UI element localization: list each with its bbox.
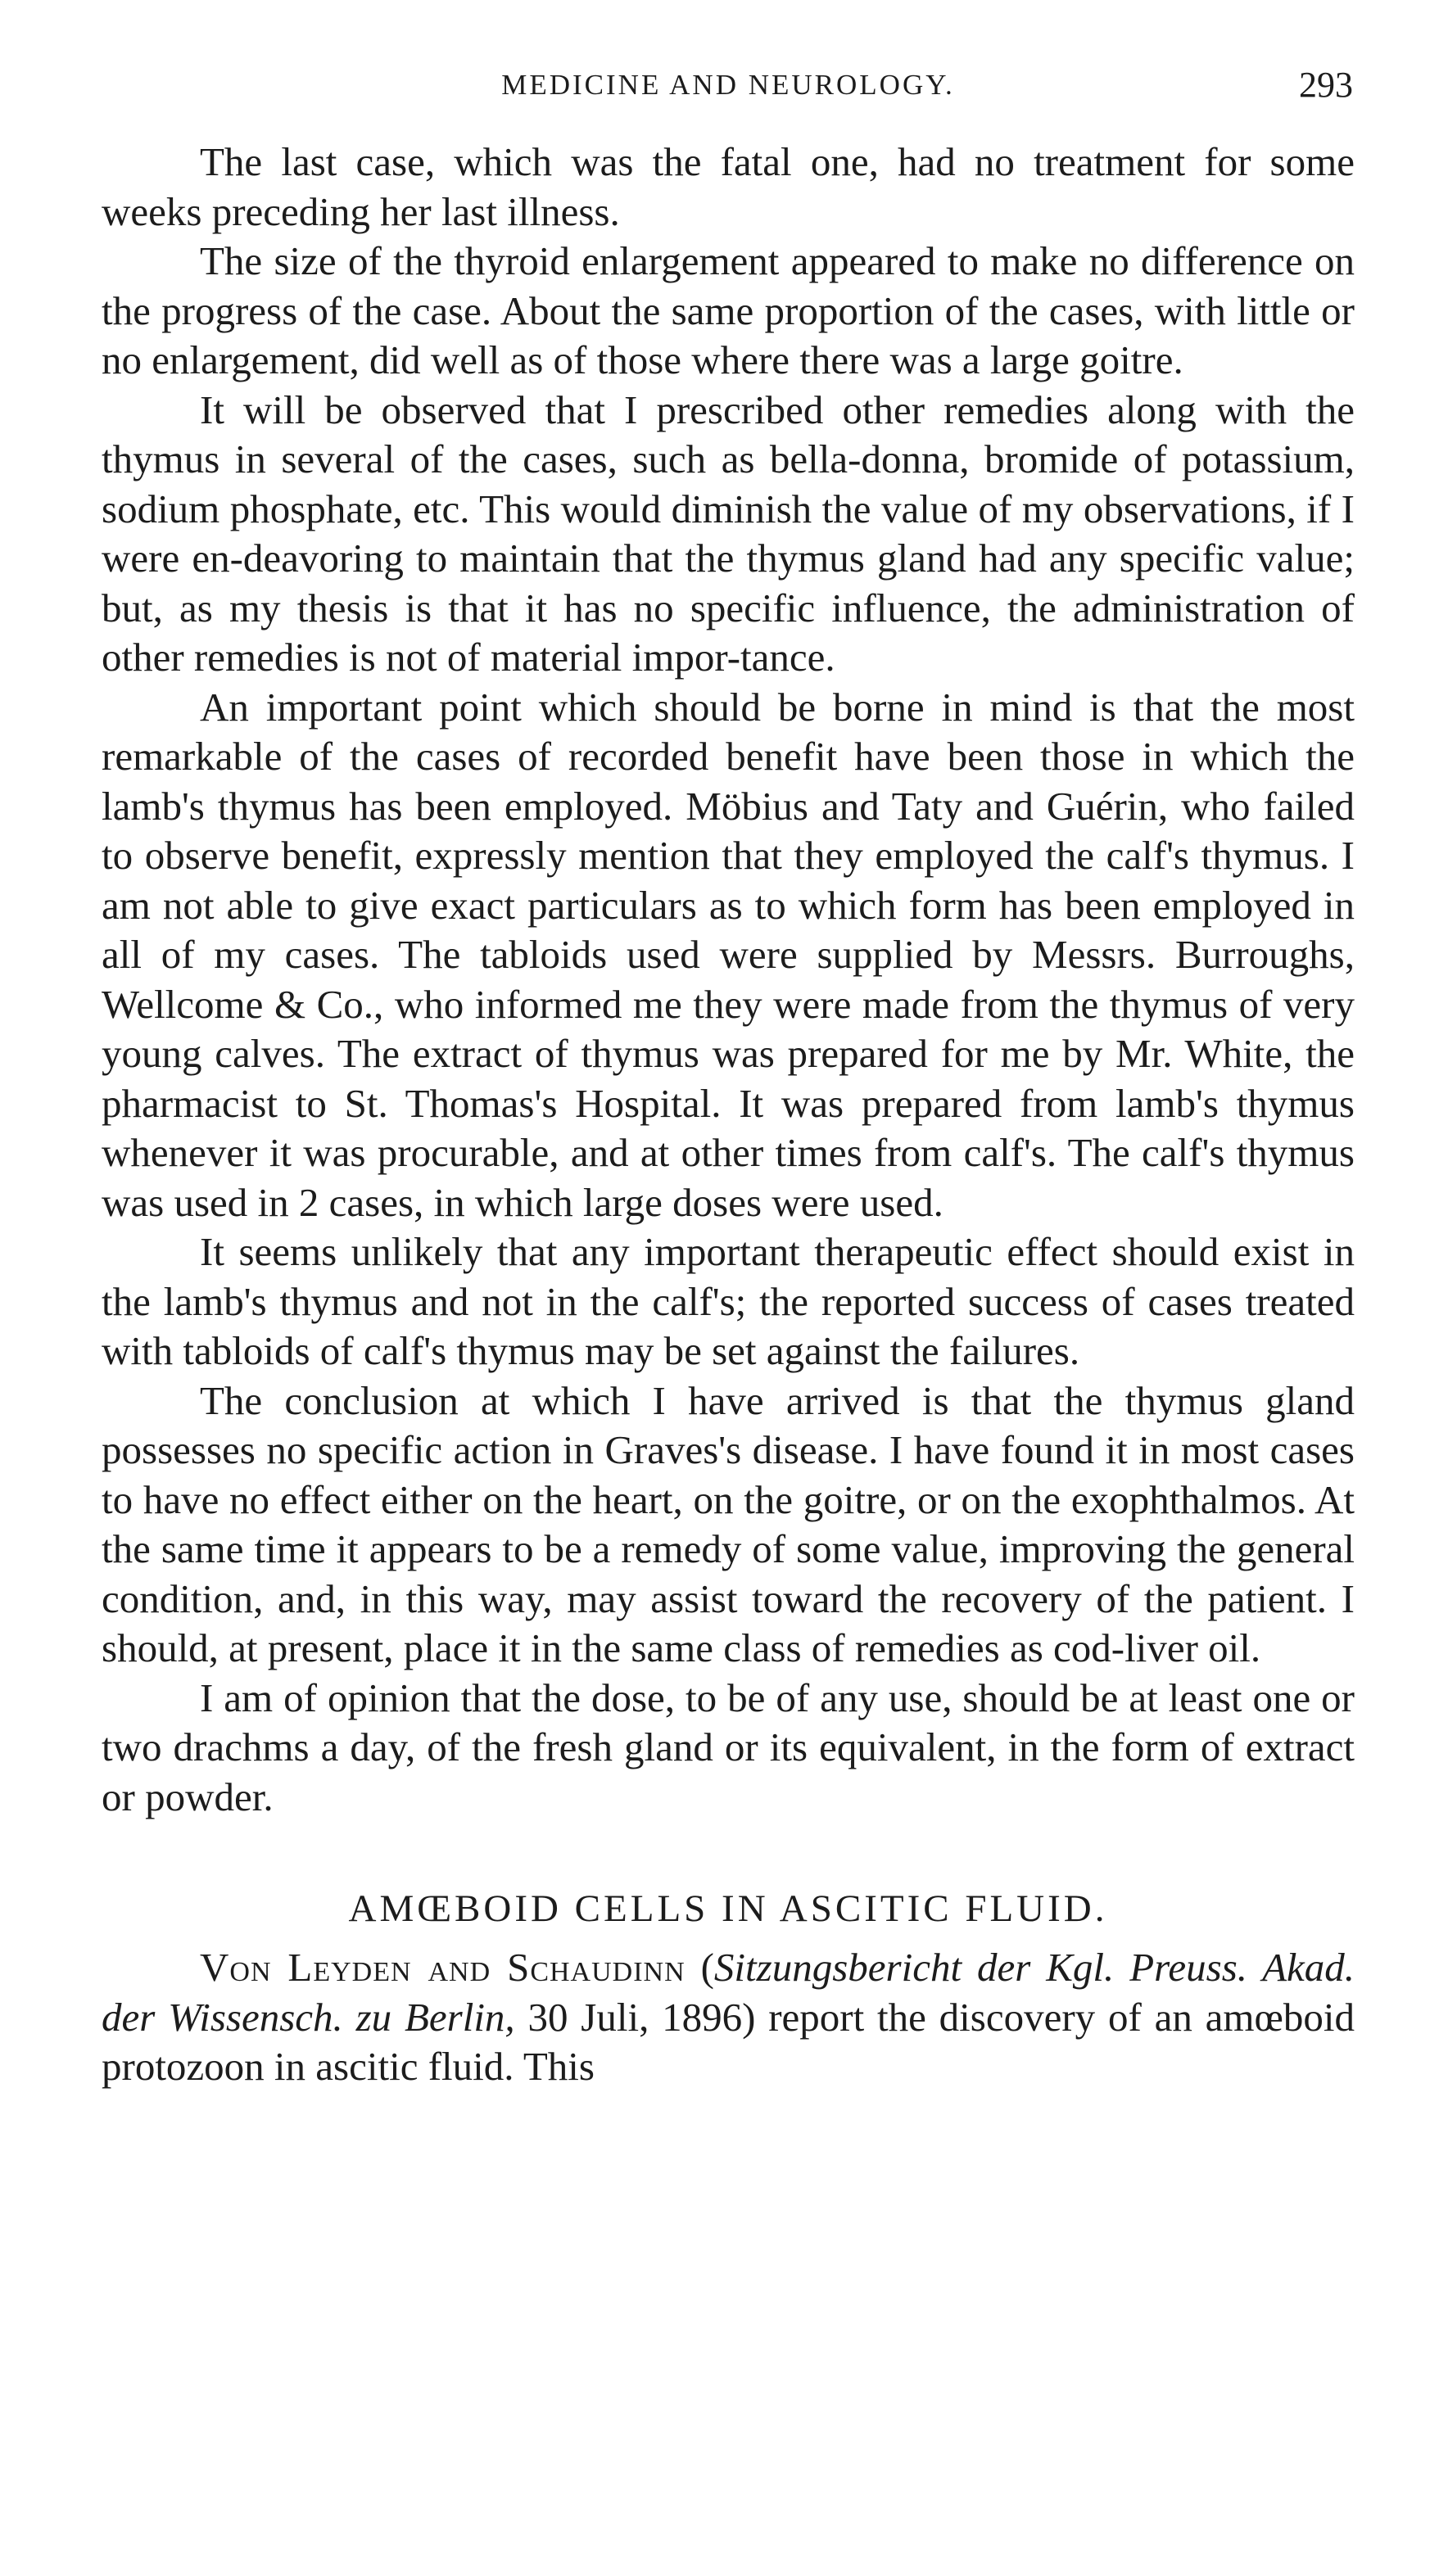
paragraph-1: The last case, which was the fatal one, had no treatment for some weeks preceding her last illness. — [102, 139, 1355, 234]
paragraph-7: I am of opinion that the dose, to be of any use, should be at least one or two drachms a day, of the fresh gland or its equivalent, in the form of extract or powder. — [102, 1674, 1355, 1819]
paragraph-5: It seems unlikely that any important therapeutic effect should exist in the lamb's thymus and not in the calf's; the reported success of cases treated with tabloids of calf's thymus may be set against the failures. — [102, 1229, 1355, 1373]
citation-authors: Von Leyden and Schaudinn — [200, 1945, 686, 1990]
page — [102, 59, 1355, 2092]
page-number: 293 — [1299, 65, 1353, 105]
running-head — [102, 59, 1355, 108]
section-heading: AMŒBOID CELLS IN ASCITIC FLUID. — [348, 1887, 1108, 1930]
paragraph-3: It will be observed that I prescribed other remedies along with the thymus in several of the cases, such as bella-donna, bromide of potassium, sodium phosphate, etc. This would diminish the value of my observations, if I were en-deavoring to maintain that the thymus gland had any specific value; but, as my thesis is that it has no specific influence, the administration of other remedies is not of material impor-tance. — [102, 386, 1355, 680]
paragraph-2: The size of the thyroid enlargement appeared to make no difference on the progress of the case. About the same proportion of the cases, with little or no enlargement, did well as of those where there was a large goitre. — [102, 238, 1355, 382]
citation-open-paren: ( — [685, 1945, 714, 1990]
article-body — [102, 138, 1355, 1822]
paragraph-4: An important point which should be borne in mind is that the most remarkable of the cases of recorded benefit have been those in which the lamb's thymus has been employed. Möbius and Taty and Guérin, who failed to observe benefit, expressly mention that they employed the calf's thymus. I am not able to give exact particulars as to which form has been employed in all of my cases. The tabloids used were supplied by Messrs. Burroughs, Wellcome & Co., who informed me they were made from the thymus of very young calves. The extract of thymus was prepared for me by Mr. White, the pharmacist to St. Thomas's Hospital. It was prepared from lamb's thymus whenever it was procurable, and at other times from calf's. The calf's thymus was used in 2 cases, in which large doses were used. — [102, 684, 1355, 1225]
running-title: MEDICINE AND NEUROLOGY. — [501, 69, 955, 101]
citation-date-and-text: 30 Juli, 1896) report the discovery of an amœboid protozoon in ascitic fluid. This — [102, 1994, 1355, 2089]
section-body — [102, 1943, 1355, 2092]
section-paragraph — [102, 1943, 1355, 2092]
citation-title: Sitzungsbericht der Kgl. Preuss. Akad. der Wissensch. zu Berlin, — [102, 1945, 1355, 2040]
paragraph-6: The conclusion at which I have arrived is that the thymus gland possesses no specific action in Graves's disease. I have found it in most cases to have no effect either on the heart, on the goitre, or on the exophthalmos. At the same time it appears to be a remedy of some value, improving the general condition, and, in this way, may assist toward the recovery of the patient. I should, at present, place it in the same class of remedies as cod-liver oil. — [102, 1377, 1355, 1670]
